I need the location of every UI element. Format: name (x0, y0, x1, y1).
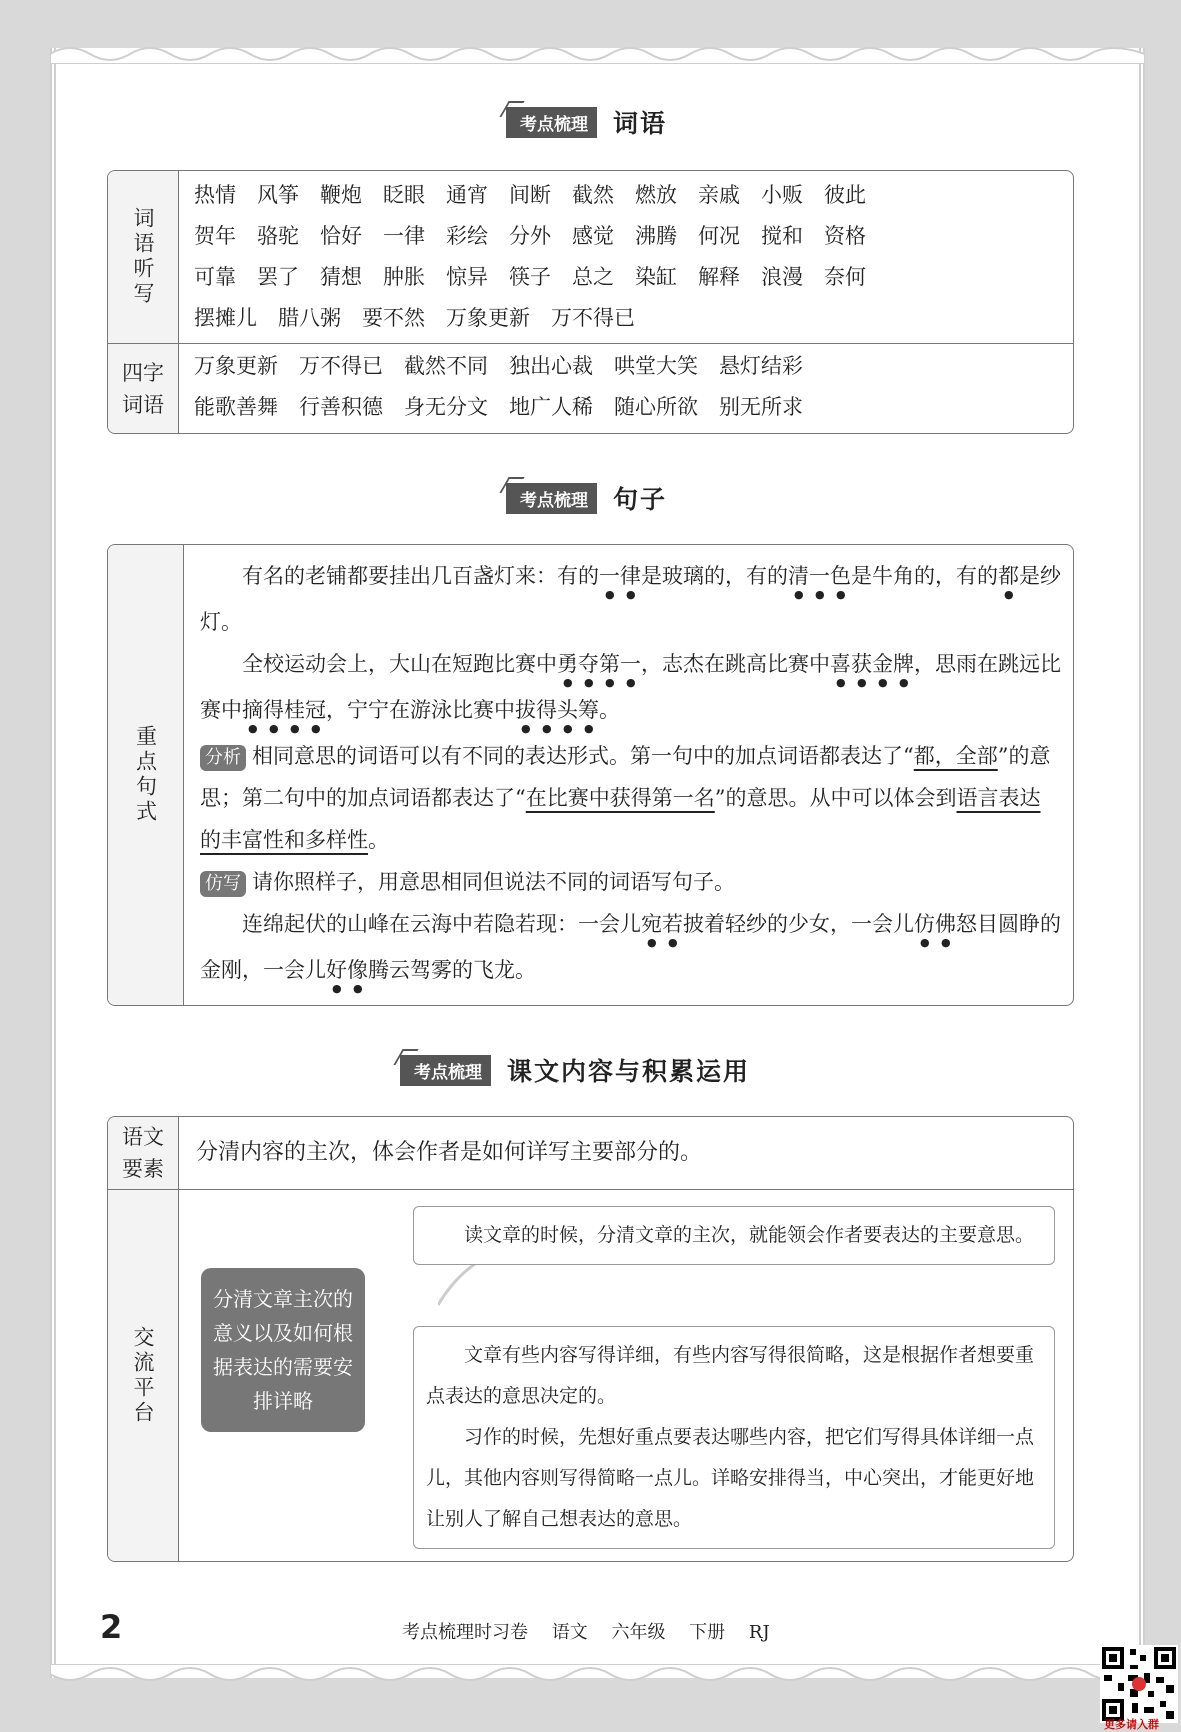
section-tag: 考点梳理 (506, 107, 597, 138)
platform-row (108, 1189, 1073, 1561)
wavy-top-edge (50, 40, 1145, 64)
dictation-row (108, 171, 1073, 343)
page-number: 2 (100, 1608, 123, 1646)
platform-box-2: 文章有些内容写得详细，有些内容写得很简略，这是根据作者想要重点表达的意思决定的。 习作的时候，先想好重点要表达哪些内容，把它们写得具体详细一点儿，其他内容则写得简略一点儿。详略安排得当，中心突出，才能更好地让别人了解自己想表达的意思。 (413, 1326, 1055, 1549)
practice-paragraph: 仿写 请你照样子，用意思相同但说法不同的词语写句子。 (200, 861, 1061, 903)
section-title: 词语 (613, 109, 668, 138)
sentence-label: 重点句式 (108, 545, 184, 1005)
platform-label: 交流平台 (108, 1190, 179, 1561)
qr-code-icon[interactable] (1100, 1640, 1178, 1728)
section-title: 句子 (613, 485, 668, 514)
idiom-line-2: 能歌善舞 行善积德 身无分文 地广人稀 随心所欲 别无所求 (194, 395, 803, 419)
idiom-line-1: 万象更新 万不得已 截然不同 独出心裁 哄堂大笑 悬灯结彩 (194, 354, 803, 378)
section-heading-sentences (506, 480, 667, 516)
sentence-row (108, 545, 1073, 1005)
wavy-bottom-edge (50, 1664, 1145, 1688)
section-tag: 考点梳理 (506, 483, 597, 514)
dictation-line-3: 可靠 罢了 猜想 肿胀 惊异 筷子 总之 染缸 解释 浪漫 奈何 (194, 265, 866, 289)
content-table (107, 1116, 1074, 1562)
dictation-label: 词语听写 (108, 171, 179, 343)
sentence-content (200, 555, 1061, 995)
platform-callout: 分清文章主次的意义以及如何根据表达的需要安排详略 (201, 1268, 365, 1432)
sentences-table (107, 544, 1074, 1006)
section-title: 课文内容与积累运用 (507, 1057, 751, 1086)
example-sentence-1: 有名的老铺都要挂出几百盏灯来：有的一律是玻璃的，有的清一色是牛角的，有的都是纱灯。 (200, 564, 1061, 634)
practice-example: 连绵起伏的山峰在云海中若隐若现：一会儿宛若披着轻纱的少女，一会儿仿佛怒目圆睁的金刚，一会儿好像腾云驾雾的飞龙。 (200, 912, 1061, 982)
dictation-line-2: 贺年 骆驼 恰好 一律 彩绘 分外 感觉 沸腾 何况 搅和 资格 (194, 224, 866, 248)
qr-label: 更多请入群 (1104, 1718, 1159, 1731)
analysis-tag: 分析 (200, 745, 246, 771)
page-footer (0, 1608, 1181, 1652)
platform-box-1: 读文章的时候，分清文章的主次，就能领会作者要表达的主要意思。 (413, 1206, 1055, 1265)
section-heading-content (400, 1052, 750, 1088)
dictation-line-1: 热情 风筝 鞭炮 眨眼 通宵 间断 截然 燃放 亲戚 小贩 彼此 (194, 183, 866, 207)
element-row (108, 1117, 1073, 1189)
practice-tag: 仿写 (200, 871, 246, 897)
element-label: 语文要素 (108, 1117, 179, 1189)
idiom-label: 四字词语 (108, 344, 179, 434)
idiom-row (108, 343, 1073, 434)
words-table (107, 170, 1074, 434)
footer-text: 考点梳理时习卷 语文 六年级 下册 RJ (402, 1622, 770, 1643)
analysis-paragraph: 分析 相同意思的词语可以有不同的表达形式。第一句中的加点词语都表达了“都，全部”的意思；第二句中的加点词语都表达了“在比赛中获得第一名”的意思。从中可以体会到语言表达的丰富性和多样性。 (200, 744, 1051, 852)
dictation-line-4: 摆摊儿 腊八粥 要不然 万象更新 万不得已 (194, 306, 635, 330)
element-text: 分清内容的主次，体会作者是如何详写主要部分的。 (196, 1140, 703, 1165)
section-heading-words (506, 104, 667, 140)
example-sentence-2: 全校运动会上，大山在短跑比赛中勇夺第一，志杰在跳高比赛中喜获金牌，思雨在跳远比赛中摘得桂冠，宁宁在游泳比赛中拔得头筹。 (200, 652, 1061, 722)
section-tag: 考点梳理 (400, 1055, 491, 1086)
